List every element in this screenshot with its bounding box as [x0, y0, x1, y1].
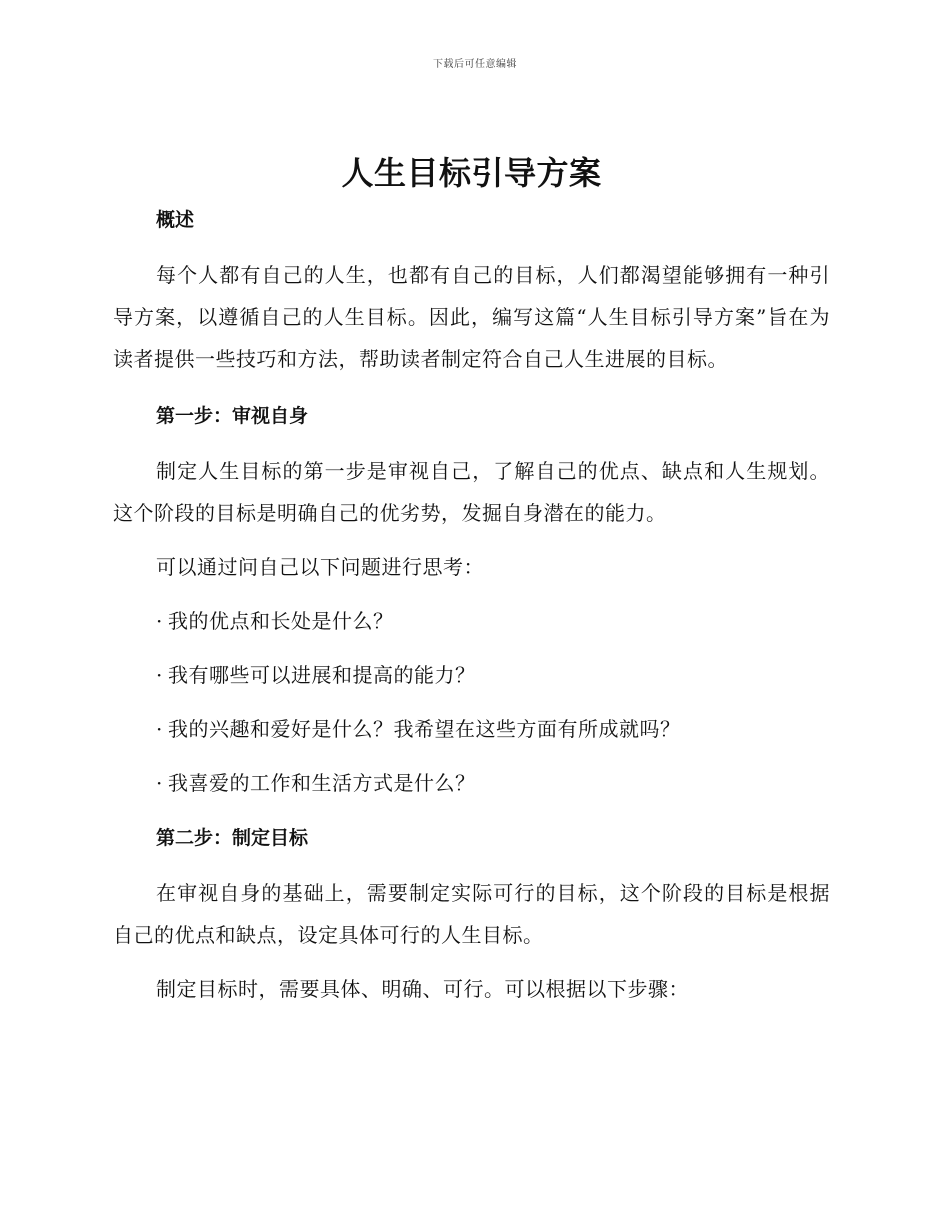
bullet-marker: · — [156, 609, 163, 633]
spacer — [113, 696, 830, 708]
spacer — [113, 438, 830, 450]
spacer — [113, 860, 830, 872]
list-item-text: 我的优点和长处是什么？ — [168, 609, 394, 633]
spacer — [113, 380, 830, 394]
spacer — [113, 750, 830, 762]
spacer — [113, 534, 830, 546]
step2-intro: 制定目标时，需要具体、明确、可行。可以根据以下步骤： — [156, 977, 689, 1001]
spacer — [113, 804, 830, 816]
bullet-marker: · — [156, 663, 163, 687]
bullet-marker: · — [156, 717, 163, 741]
spacer — [113, 642, 830, 654]
list-item-text: 我喜爱的工作和生活方式是什么？ — [168, 771, 476, 795]
document-body — [113, 148, 830, 1010]
list-item-text: 我的兴趣和爱好是什么？我希望在这些方面有所成就吗？ — [168, 717, 681, 741]
spacer — [113, 588, 830, 600]
spacer — [113, 956, 830, 968]
bullet-marker: · — [156, 771, 163, 795]
step1-intro: 可以通过问自己以下问题进行思考： — [156, 555, 484, 579]
list-item — [113, 600, 830, 642]
section-heading-step1: 第一步：审视自身 — [156, 405, 309, 427]
list-item — [113, 654, 830, 696]
list-item — [113, 708, 830, 750]
section-heading-step2: 第二步：制定目标 — [156, 827, 309, 849]
list-item-text: 我有哪些可以进展和提高的能力？ — [168, 663, 476, 687]
running-header: 下载后可任意编辑 — [433, 59, 517, 70]
list-item — [113, 762, 830, 804]
step2-paragraph: 在审视自身的基础上，需要制定实际可行的目标，这个阶段的目标是根据自己的优点和缺点，设定具体可行的人生目标。 — [113, 881, 830, 947]
step1-paragraph: 制定人生目标的第一步是审视自己，了解自己的优点、缺点和人生规划。这个阶段的目标是明确自己的优劣势，发掘自身潜在的能力。 — [113, 459, 830, 525]
spacer — [113, 242, 830, 254]
document-title: 人生目标引导方案 — [341, 154, 602, 192]
overview-paragraph: 每个人都有自己的人生，也都有自己的目标，人们都渴望能够拥有一种引导方案，以遵循自己的人生目标。因此，编写这篇“人生目标引导方案”旨在为读者提供一些技巧和方法，帮助读者制定符合自己人生进展的目标。 — [113, 263, 830, 371]
section-heading-overview: 概述 — [156, 209, 195, 231]
